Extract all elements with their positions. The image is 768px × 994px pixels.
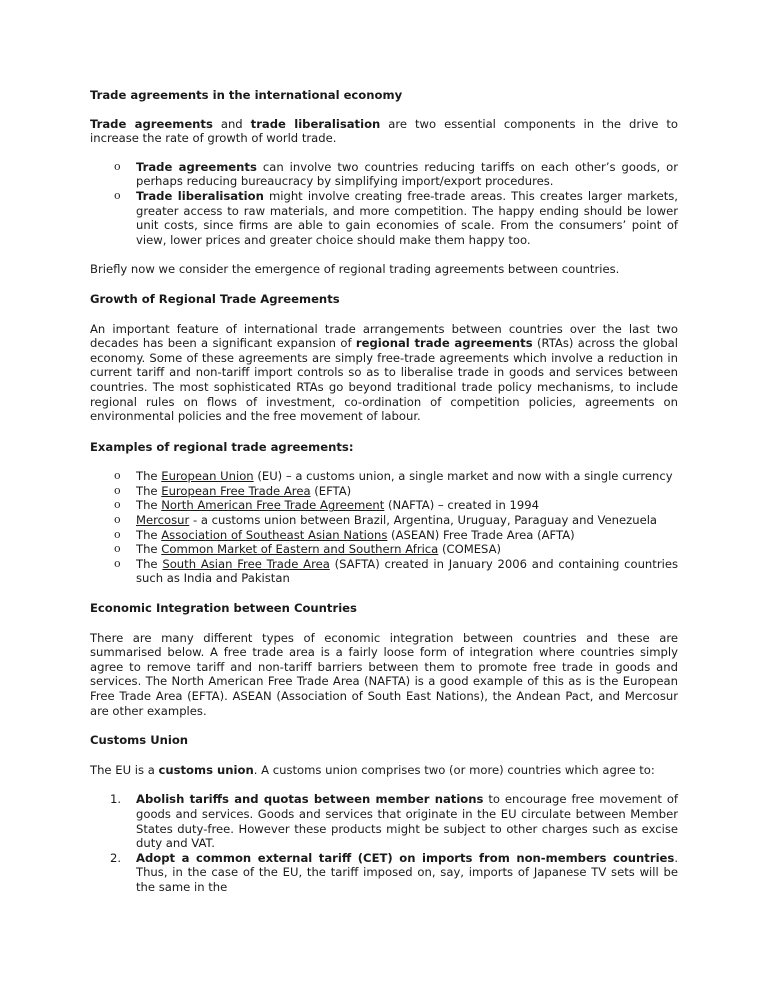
- bullet-marker: o: [114, 542, 121, 556]
- bullet-marker: o: [114, 159, 121, 173]
- integration-heading: Economic Integration between Countries: [90, 601, 357, 616]
- examples-list: [90, 469, 678, 586]
- intro-bullet-list: [90, 160, 678, 248]
- link-european-free-trade-area[interactable]: European Free Trade Area: [161, 483, 311, 498]
- list-item: 2. Adopt a common external tariff (CET) on imports from non-members countries. Thus, in the case of the EU, the tariff imposed on, say, imports of Japanese TV sets will be the same in the: [110, 850, 678, 894]
- bold-term: trade liberalisation: [250, 116, 381, 131]
- customs-numbered-list: [90, 792, 678, 894]
- bullet-marker: o: [114, 498, 121, 512]
- bullet-marker: o: [114, 527, 121, 541]
- list-item: o Mercosur - a customs union between Brazil, Argentina, Uruguay, Paraguay and Venezuela: [114, 513, 658, 528]
- bullet-marker: o: [114, 483, 121, 497]
- document-title: Trade agreements in the international economy: [90, 88, 403, 102]
- list-item: 1. Abolish tariffs and quotas between member nations to encourage free movement of goods and services. Goods and services that originate in the EU circulate between Member States duty-free. However these products might be subject to other charges such as excise duty and VAT.: [110, 792, 678, 851]
- bullet-marker: o: [114, 556, 121, 570]
- bullet-marker: o: [114, 513, 121, 527]
- customs-paragraph: The EU is a customs union. A customs union comprises two (or more) countries which agree to:: [90, 762, 655, 777]
- growth-paragraph: An important feature of international trade arrangements between countries over the last two decades has been a significant expansion of regional trade agreements (RTAs) across the global economy. Some of these agreements are simply free-trade agreements which involve a reduction in current tariff and non-tariff import controls so as to liberalise trade in goods and services between countries. The most sophisticated RTAs go beyond traditional trade policy mechanisms, to include regional rules on flows of investment, co-ordination of competition policies, agreements on environmental policies and the free movement of labour.: [90, 321, 678, 424]
- link-safta[interactable]: South Asian Free Trade Area: [162, 556, 330, 571]
- link-european-union[interactable]: European Union: [161, 469, 254, 484]
- growth-heading: Growth of Regional Trade Agreements: [90, 291, 340, 306]
- bullet-marker: o: [114, 188, 121, 202]
- link-comesa[interactable]: Common Market of Eastern and Southern Africa: [161, 542, 439, 557]
- bold-term: Trade agreements: [90, 116, 213, 131]
- list-item: o The European Union (EU) – a customs union, a single market and now with a single currency: [114, 469, 673, 484]
- bullet-marker: o: [114, 469, 121, 483]
- list-item: o The European Free Trade Area (EFTA): [114, 483, 352, 498]
- examples-heading: Examples of regional trade agreements:: [90, 439, 354, 454]
- list-item: o The Association of Southeast Asian Nations (ASEAN) Free Trade Area (AFTA): [114, 527, 575, 542]
- integration-paragraph: There are many different types of economic integration between countries and these are summarised below. A free trade area is a fairly loose form of integration where countries simply agree to remove tariff and non-tariff barriers between them to promote free trade in goods and services. The North American Free Trade Area (NAFTA) is a good example of this as is the European Free Trade Area (EFTA). ASEAN (Association of South East Nations), the Andean Pact, and Mercosur are other examples.: [90, 630, 678, 718]
- list-number: 2.: [110, 850, 122, 865]
- list-item: o Trade liberalisation might involve creating free-trade areas. This creates larger markets, greater access to raw materials, and more competition. The happy ending should be lower unit costs, since firms are able to gain economies of scale. From the consumers’ point of view, lower prices and greater choice should make them happy too.: [114, 188, 678, 247]
- link-nafta[interactable]: North American Free Trade Agreement: [161, 498, 385, 513]
- document-body: [90, 88, 678, 895]
- bold-term: customs union: [158, 762, 254, 777]
- list-item: o The Common Market of Eastern and Southern Africa (COMESA): [114, 542, 502, 557]
- list-number: 1.: [110, 792, 122, 807]
- list-item: o The South Asian Free Trade Area (SAFTA) created in January 2006 and containing countries such as India and Pakistan: [114, 556, 678, 586]
- bold-term: regional trade agreements: [355, 336, 533, 351]
- link-mercosur[interactable]: Mercosur: [136, 513, 190, 528]
- list-item: o The North American Free Trade Agreement (NAFTA) – created in 1994: [114, 498, 540, 513]
- intro-paragraph: Trade agreements and trade liberalisation are two essential components in the drive to increase the rate of growth of world trade.: [90, 116, 678, 146]
- customs-heading: Customs Union: [90, 733, 189, 748]
- list-item: o Trade agreements can involve two countries reducing tariffs on each other’s goods, or perhaps reducing bureaucracy by simplifying import/export procedures.: [114, 159, 678, 189]
- link-asean[interactable]: Association of Southeast Asian Nations: [161, 527, 388, 542]
- briefly-paragraph: Briefly now we consider the emergence of regional trading agreements between countries.: [90, 262, 620, 277]
